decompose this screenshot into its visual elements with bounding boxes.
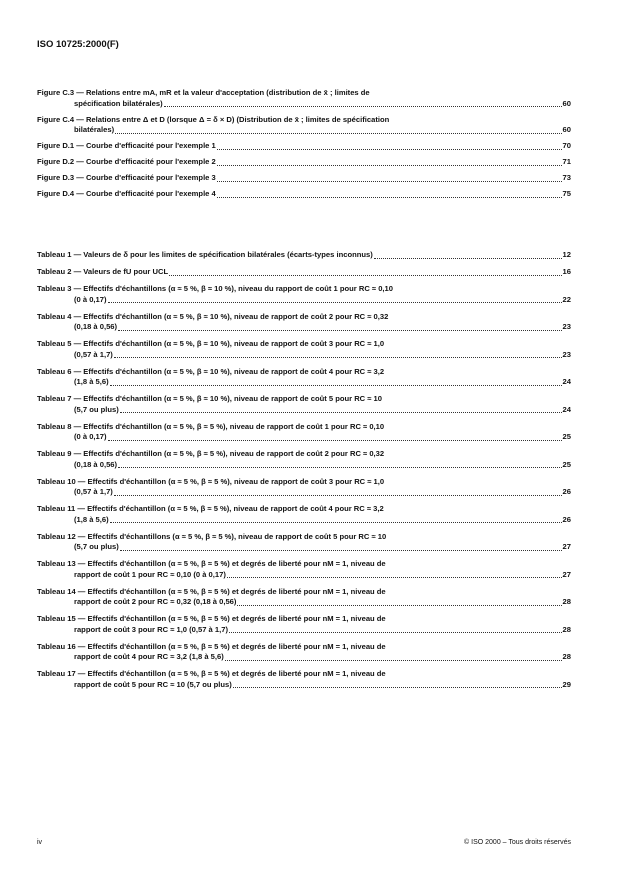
dot-leader: [118, 330, 561, 331]
entry-title: Figure D.2 — Courbe d'efficacité pour l'exemple 2: [37, 157, 216, 166]
entry-title-continued: bilatérales): [74, 125, 115, 134]
entry-page: 27: [562, 542, 571, 551]
entry-title-continued: rapport de coût 4 pour RC ≈ 3,2 (1,8 à 5,6): [74, 652, 224, 661]
entry-page: 29: [562, 679, 571, 689]
entry-page: 25: [562, 432, 571, 441]
dot-leader: [120, 550, 562, 551]
toc-entry[interactable]: [37, 504, 571, 525]
dot-leader: [217, 149, 562, 150]
dot-leader: [233, 687, 562, 688]
entry-title: Figure D.3 — Courbe d'efficacité pour l'exemple 3: [37, 173, 216, 182]
entry-title-continued: rapport de coût 3 pour RC ≈ 1,0 (0,57 à 1,7): [74, 624, 228, 634]
toc-entry[interactable]: [37, 250, 571, 261]
dot-leader: [237, 605, 561, 606]
toc-entry[interactable]: [37, 614, 571, 635]
toc-entry[interactable]: [37, 189, 571, 200]
entry-page: 25: [562, 459, 571, 469]
copyright-notice: © ISO 2000 – Tous droits réservés: [464, 839, 571, 846]
dot-leader: [115, 133, 561, 134]
entry-title-continued: (0,57 à 1,7): [74, 349, 113, 359]
document-header: ISO 10725:2000(F): [37, 39, 119, 50]
entry-title: Figure C.3 — Relations entre mA, mR et la valeur d'acceptation (distribution de x̄ ; limites de: [37, 88, 370, 97]
dot-leader: [374, 258, 562, 259]
entry-title-continued: (5,7 ou plus): [74, 404, 119, 414]
entry-title: Tableau 4 — Effectifs d'échantillon (α ≈ 5 %, β ≈ 10 %), niveau de rapport de coût 2 pour RC ≈ 0,32: [37, 311, 389, 321]
entry-page: 75: [562, 189, 571, 198]
dot-leader: [108, 440, 562, 441]
list-of-figures: [37, 88, 571, 205]
toc-entry[interactable]: [37, 115, 571, 136]
entry-page: 28: [562, 624, 571, 634]
entry-title-continued: rapport de coût 2 pour RC ≈ 0,32 (0,18 à 0,56): [74, 597, 237, 606]
page-number: iv: [37, 839, 43, 846]
dot-leader: [217, 181, 562, 182]
entry-page: 71: [562, 157, 571, 166]
entry-title-continued: (0 à 0,17): [74, 294, 107, 304]
dot-leader: [169, 275, 561, 276]
toc-entry[interactable]: [37, 394, 571, 415]
toc-entry[interactable]: [37, 559, 571, 580]
toc-entry[interactable]: [37, 642, 571, 663]
toc-entry[interactable]: [37, 141, 571, 152]
dot-leader: [225, 660, 562, 661]
entry-page: 28: [562, 652, 571, 661]
entry-title: Tableau 3 — Effectifs d'échantillons (α ≈ 5 %, β ≈ 10 %), niveau du rapport de coût 1 pour RC ≈ 0,10: [37, 284, 393, 293]
entry-page: 23: [562, 349, 571, 359]
entry-page: 22: [562, 294, 571, 304]
entry-page: 16: [562, 267, 571, 276]
entry-page: 12: [562, 250, 571, 259]
toc-entry[interactable]: [37, 88, 571, 109]
toc-entry[interactable]: [37, 284, 571, 305]
entry-page: 60: [562, 125, 571, 134]
entry-title: Tableau 13 — Effectifs d'échantillon (α ≈ 5 %, β ≈ 5 %) et degrés de liberté pour nM = 1, niveau de: [37, 559, 386, 568]
dot-leader: [120, 412, 562, 413]
entry-title-continued: (0,57 à 1,7): [74, 487, 113, 496]
entry-title: Tableau 10 — Effectifs d'échantillon (α ≈ 5 %, β ≈ 5 %), niveau de rapport de coût 3 pour RC ≈ 1,0: [37, 476, 385, 486]
entry-title: Tableau 8 — Effectifs d'échantillon (α ≈ 5 %, β ≈ 5 %), niveau de rapport de coût 1 pour RC ≈ 0,10: [37, 421, 385, 431]
entry-title-continued: (1,8 à 5,6): [74, 377, 109, 386]
toc-entry[interactable]: [37, 173, 571, 184]
toc-entry[interactable]: [37, 339, 571, 360]
entry-page: 23: [562, 322, 571, 331]
dot-leader: [229, 632, 562, 633]
entry-title: Tableau 11 — Effectifs d'échantillon (α ≈ 5 %, β ≈ 5 %), niveau de rapport de coût 4 pour RC ≈ 3,2: [37, 504, 384, 513]
dot-leader: [217, 165, 562, 166]
entry-title: Figure D.4 — Courbe d'efficacité pour l'exemple 4: [37, 189, 216, 198]
dot-leader: [227, 577, 562, 578]
entry-title: Tableau 2 — Valeurs de fU pour UCL: [37, 267, 169, 276]
entry-title: Tableau 14 — Effectifs d'échantillon (α ≈ 5 %, β ≈ 5 %) et degrés de liberté pour nM = 1, niveau de: [37, 586, 386, 596]
entry-title-continued: rapport de coût 5 pour RC ≈ 10 (5,7 ou plus): [74, 679, 232, 689]
entry-title-continued: rapport de coût 1 pour RC ≈ 0,10 (0 à 0,17): [74, 569, 226, 579]
toc-entry[interactable]: [37, 532, 571, 553]
entry-title-continued: (0 à 0,17): [74, 432, 107, 441]
toc-entry[interactable]: [37, 267, 571, 278]
entry-title: Tableau 17 — Effectifs d'échantillon (α ≈ 5 %, β ≈ 5 %) et degrés de liberté pour nM = 1, niveau de: [37, 669, 386, 678]
toc-entry[interactable]: [37, 157, 571, 168]
toc-entry[interactable]: [37, 367, 571, 388]
entry-page: 60: [562, 98, 571, 108]
entry-title-continued: spécification bilatérales): [74, 98, 163, 108]
entry-title: Tableau 1 — Valeurs de δ pour les limites de spécification bilatérales (écarts-types inconnus): [37, 250, 373, 259]
entry-title: Tableau 9 — Effectifs d'échantillon (α ≈ 5 %, β ≈ 5 %), niveau de rapport de coût 2 pour RC ≈ 0,32: [37, 449, 385, 458]
entry-page: 70: [562, 141, 571, 150]
dot-leader: [108, 302, 562, 303]
entry-title: Figure C.4 — Relations entre Δ et D (lorsque Δ = δ × D) (Distribution de x̄ ; limites de spécification: [37, 114, 390, 124]
dot-leader: [110, 522, 562, 523]
list-of-tables: [37, 250, 571, 697]
toc-entry[interactable]: [37, 477, 571, 498]
toc-entry[interactable]: [37, 449, 571, 470]
dot-leader: [110, 385, 562, 386]
toc-entry[interactable]: [37, 422, 571, 443]
entry-page: 26: [562, 487, 571, 496]
dot-leader: [118, 467, 561, 468]
entry-title: Tableau 5 — Effectifs d'échantillon (α ≈ 5 %, β ≈ 10 %), niveau de rapport de coût 3 pour RC ≈ 1,0: [37, 339, 385, 348]
entry-title-continued: (0,18 à 0,56): [74, 322, 118, 331]
toc-entry[interactable]: [37, 312, 571, 333]
entry-page: 28: [562, 597, 571, 606]
entry-title: Tableau 15 — Effectifs d'échantillon (α ≈ 5 %, β ≈ 5 %) et degrés de liberté pour nM = 1, niveau de: [37, 614, 386, 623]
entry-title-continued: (0,18 à 0,56): [74, 459, 118, 469]
dot-leader: [164, 106, 562, 107]
entry-title: Tableau 12 — Effectifs d'échantillons (α ≈ 5 %, β ≈ 5 %), niveau de rapport de coût 5 pour RC ≈ 10: [37, 531, 387, 541]
entry-title: Tableau 16 — Effectifs d'échantillon (α ≈ 5 %, β ≈ 5 %) et degrés de liberté pour nM = 1, niveau de: [37, 641, 386, 651]
entry-page: 27: [562, 569, 571, 579]
entry-page: 24: [562, 377, 571, 386]
dot-leader: [114, 495, 562, 496]
entry-title: Tableau 7 — Effectifs d'échantillon (α ≈ 5 %, β ≈ 10 %), niveau de rapport de coût 5 pour RC ≈ 10: [37, 394, 383, 403]
dot-leader: [217, 197, 562, 198]
entry-page: 26: [562, 514, 571, 524]
entry-title-continued: (5,7 ou plus): [74, 542, 119, 551]
entry-title: Tableau 6 — Effectifs d'échantillon (α ≈ 5 %, β ≈ 10 %), niveau de rapport de coût 4 pour RC ≈ 3,2: [37, 366, 385, 376]
entry-title: Figure D.1 — Courbe d'efficacité pour l'exemple 1: [37, 141, 216, 150]
entry-page: 24: [562, 404, 571, 414]
toc-entry[interactable]: [37, 587, 571, 608]
toc-entry[interactable]: [37, 669, 571, 690]
entry-title-continued: (1,8 à 5,6): [74, 514, 109, 524]
entry-page: 73: [562, 173, 571, 182]
dot-leader: [114, 357, 562, 358]
